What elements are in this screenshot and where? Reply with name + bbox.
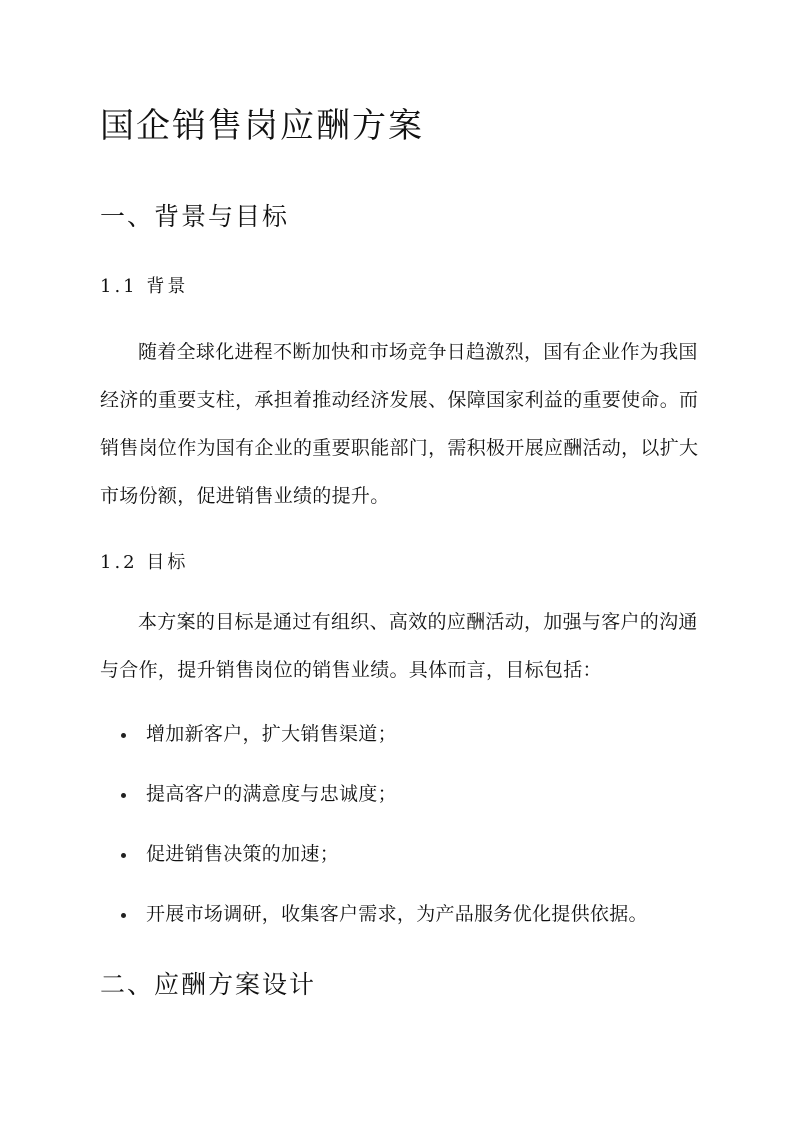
bullet-dot-icon <box>121 853 126 858</box>
list-item-text: 提高客户的满意度与忠诚度； <box>146 783 397 805</box>
list-item <box>100 830 720 890</box>
list-item-text: 促进销售决策的加速； <box>146 843 340 865</box>
list-item-text: 增加新客户，扩大销售渠道； <box>146 723 397 745</box>
section-heading-scheme-design: 二、应酬方案设计 <box>100 970 317 999</box>
background-paragraph: 随着全球化进程不断加快和市场竞争日趋激烈，国有企业作为我国经济的重要支柱，承担着推动经济发展、保障国家利益的重要使命。而销售岗位作为国有企业的重要职能部门，需积极开展应酬活动，以扩大市场份额，促进销售业绩的提升。 <box>100 341 699 507</box>
subsection-heading-goals: 1.2 目标 <box>100 552 189 573</box>
bullet-dot-icon <box>121 793 126 798</box>
list-item-text: 开展市场调研，收集客户需求，为产品服务优化提供依据。 <box>146 903 648 925</box>
goals-bullet-list <box>100 710 720 950</box>
section-heading-background-goals: 一、背景与目标 <box>100 202 290 231</box>
subsection-heading-background: 1.1 背景 <box>100 276 189 297</box>
list-item <box>100 710 720 770</box>
document-title: 国企销售岗应酬方案 <box>100 106 424 146</box>
goals-paragraph: 本方案的目标是通过有组织、高效的应酬活动，加强与客户的沟通与合作，提升销售岗位的销售业绩。具体而言，目标包括： <box>100 611 698 681</box>
list-item <box>100 890 720 950</box>
bullet-dot-icon <box>121 913 126 918</box>
list-item <box>100 770 720 830</box>
bullet-dot-icon <box>121 733 126 738</box>
